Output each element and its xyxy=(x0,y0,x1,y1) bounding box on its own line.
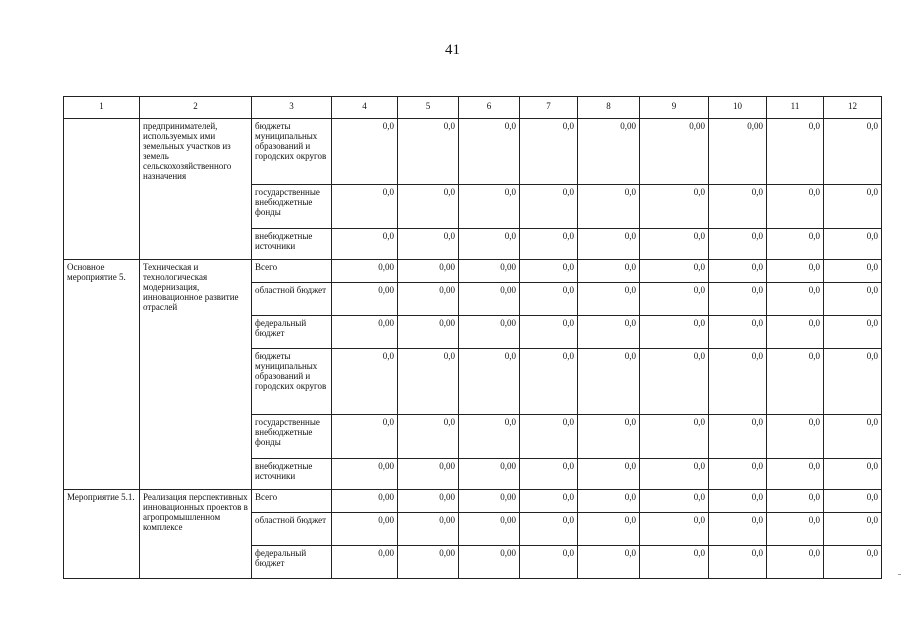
value-cell: 0,0 xyxy=(459,415,520,459)
column-header: 5 xyxy=(398,97,459,119)
value-cell: 0,00 xyxy=(332,260,398,283)
column-header: 4 xyxy=(332,97,398,119)
value-cell: 0,0 xyxy=(459,185,520,229)
value-cell: 0,0 xyxy=(520,349,578,415)
value-cell: 0,00 xyxy=(332,316,398,349)
value-cell: 0,0 xyxy=(398,185,459,229)
funding-source-cell: государственные внебюджетные фонды xyxy=(252,415,332,459)
margin-mark xyxy=(898,574,901,575)
column-header: 8 xyxy=(578,97,640,119)
value-cell: 0,0 xyxy=(709,459,767,490)
value-cell: 0,0 xyxy=(640,513,709,546)
value-cell: 0,0 xyxy=(824,490,882,513)
value-cell: 0,0 xyxy=(578,513,640,546)
value-cell: 0,0 xyxy=(640,415,709,459)
value-cell: 0,00 xyxy=(332,283,398,316)
value-cell: 0,0 xyxy=(767,185,824,229)
value-cell: 0,00 xyxy=(332,546,398,579)
value-cell: 0,0 xyxy=(520,513,578,546)
funding-source-cell: внебюджетные источники xyxy=(252,459,332,490)
value-cell: 0,0 xyxy=(520,283,578,316)
value-cell: 0,0 xyxy=(459,229,520,260)
value-cell: 0,0 xyxy=(824,119,882,185)
value-cell: 0,0 xyxy=(767,283,824,316)
value-cell: 0,0 xyxy=(709,260,767,283)
value-cell: 0,0 xyxy=(520,316,578,349)
value-cell: 0,00 xyxy=(459,546,520,579)
value-cell: 0,0 xyxy=(824,229,882,260)
value-cell: 0,0 xyxy=(767,546,824,579)
value-cell: 0,0 xyxy=(824,185,882,229)
value-cell: 0,0 xyxy=(578,260,640,283)
funding-source-cell: Всего xyxy=(252,260,332,283)
activity-name-cell: Техническая и технологическая модернизация, инновационное развитие отраслей xyxy=(140,260,252,490)
value-cell: 0,0 xyxy=(640,459,709,490)
value-cell: 0,0 xyxy=(709,229,767,260)
column-header: 9 xyxy=(640,97,709,119)
funding-source-cell: федеральный бюджет xyxy=(252,316,332,349)
value-cell: 0,0 xyxy=(640,229,709,260)
value-cell: 0,00 xyxy=(459,513,520,546)
value-cell: 0,00 xyxy=(459,490,520,513)
value-cell: 0,0 xyxy=(824,513,882,546)
activity-code-cell: Мероприятие 5.1. xyxy=(64,490,140,579)
value-cell: 0,0 xyxy=(709,513,767,546)
value-cell: 0,00 xyxy=(398,260,459,283)
value-cell: 0,0 xyxy=(520,546,578,579)
value-cell: 0,0 xyxy=(520,490,578,513)
column-header: 6 xyxy=(459,97,520,119)
value-cell: 0,0 xyxy=(767,459,824,490)
value-cell: 0,0 xyxy=(398,349,459,415)
column-header: 7 xyxy=(520,97,578,119)
value-cell: 0,0 xyxy=(332,229,398,260)
value-cell: 0,0 xyxy=(578,185,640,229)
value-cell: 0,0 xyxy=(824,316,882,349)
value-cell: 0,00 xyxy=(459,316,520,349)
page-number: 41 xyxy=(445,42,460,58)
value-cell: 0,0 xyxy=(767,513,824,546)
value-cell: 0,00 xyxy=(709,119,767,185)
value-cell: 0,0 xyxy=(709,316,767,349)
value-cell: 0,00 xyxy=(459,459,520,490)
value-cell: 0,0 xyxy=(709,185,767,229)
value-cell: 0,0 xyxy=(767,229,824,260)
value-cell: 0,0 xyxy=(398,415,459,459)
value-cell: 0,0 xyxy=(578,490,640,513)
funding-source-cell: Всего xyxy=(252,490,332,513)
value-cell: 0,00 xyxy=(398,283,459,316)
value-cell: 0,00 xyxy=(398,490,459,513)
value-cell: 0,0 xyxy=(578,229,640,260)
value-cell: 0,0 xyxy=(824,260,882,283)
value-cell: 0,0 xyxy=(578,459,640,490)
budget-table xyxy=(63,96,882,579)
activity-name-cell: предпринимателей, используемых ими земельных участков из земель сельскохозяйственного назначения xyxy=(140,119,252,260)
value-cell: 0,0 xyxy=(520,119,578,185)
value-cell: 0,0 xyxy=(709,283,767,316)
value-cell: 0,00 xyxy=(398,459,459,490)
value-cell: 0,0 xyxy=(824,349,882,415)
value-cell: 0,0 xyxy=(578,415,640,459)
funding-source-cell: бюджеты муниципальных образований и городских округов xyxy=(252,119,332,185)
column-header: 11 xyxy=(767,97,824,119)
activity-code-cell: Основное мероприятие 5. xyxy=(64,260,140,490)
value-cell: 0,0 xyxy=(459,349,520,415)
table-body xyxy=(64,119,882,579)
value-cell: 0,0 xyxy=(332,119,398,185)
column-header: 12 xyxy=(824,97,882,119)
value-cell: 0,0 xyxy=(398,119,459,185)
column-header: 3 xyxy=(252,97,332,119)
value-cell: 0,00 xyxy=(459,283,520,316)
column-header: 10 xyxy=(709,97,767,119)
value-cell: 0,0 xyxy=(520,459,578,490)
table-row xyxy=(64,119,882,185)
value-cell: 0,0 xyxy=(332,349,398,415)
value-cell: 0,0 xyxy=(520,260,578,283)
value-cell: 0,0 xyxy=(640,490,709,513)
value-cell: 0,0 xyxy=(640,349,709,415)
value-cell: 0,0 xyxy=(640,260,709,283)
value-cell: 0,0 xyxy=(520,185,578,229)
value-cell: 0,0 xyxy=(640,546,709,579)
value-cell: 0,0 xyxy=(709,546,767,579)
activity-code-cell xyxy=(64,119,140,260)
activity-name-cell: Реализация перспективных инновационных проектов в агропромышленном комплексе xyxy=(140,490,252,579)
funding-source-cell: бюджеты муниципальных образований и городских округов xyxy=(252,349,332,415)
value-cell: 0,00 xyxy=(398,513,459,546)
header-row xyxy=(64,97,882,119)
value-cell: 0,0 xyxy=(767,490,824,513)
value-cell: 0,0 xyxy=(578,546,640,579)
value-cell: 0,0 xyxy=(824,546,882,579)
value-cell: 0,0 xyxy=(767,119,824,185)
value-cell: 0,00 xyxy=(332,490,398,513)
column-header: 2 xyxy=(140,97,252,119)
value-cell: 0,00 xyxy=(459,260,520,283)
value-cell: 0,0 xyxy=(578,349,640,415)
value-cell: 0,0 xyxy=(640,283,709,316)
value-cell: 0,00 xyxy=(398,316,459,349)
value-cell: 0,0 xyxy=(824,415,882,459)
value-cell: 0,00 xyxy=(332,513,398,546)
value-cell: 0,0 xyxy=(398,229,459,260)
funding-source-cell: государственные внебюджетные фонды xyxy=(252,185,332,229)
value-cell: 0,0 xyxy=(459,119,520,185)
value-cell: 0,0 xyxy=(332,185,398,229)
value-cell: 0,0 xyxy=(767,260,824,283)
table-row xyxy=(64,490,882,513)
value-cell: 0,0 xyxy=(824,283,882,316)
value-cell: 0,00 xyxy=(640,119,709,185)
value-cell: 0,0 xyxy=(520,229,578,260)
value-cell: 0,0 xyxy=(709,349,767,415)
value-cell: 0,0 xyxy=(709,490,767,513)
value-cell: 0,0 xyxy=(767,415,824,459)
value-cell: 0,0 xyxy=(640,316,709,349)
value-cell: 0,00 xyxy=(332,459,398,490)
value-cell: 0,0 xyxy=(332,415,398,459)
column-header: 1 xyxy=(64,97,140,119)
funding-source-cell: федеральный бюджет xyxy=(252,546,332,579)
value-cell: 0,0 xyxy=(520,415,578,459)
value-cell: 0,0 xyxy=(640,185,709,229)
value-cell: 0,00 xyxy=(578,119,640,185)
value-cell: 0,0 xyxy=(578,316,640,349)
funding-source-cell: областной бюджет xyxy=(252,513,332,546)
value-cell: 0,0 xyxy=(578,283,640,316)
value-cell: 0,0 xyxy=(824,459,882,490)
funding-source-cell: областной бюджет xyxy=(252,283,332,316)
value-cell: 0,00 xyxy=(398,546,459,579)
value-cell: 0,0 xyxy=(709,415,767,459)
value-cell: 0,0 xyxy=(767,349,824,415)
value-cell: 0,0 xyxy=(767,316,824,349)
table-row xyxy=(64,260,882,283)
funding-source-cell: внебюджетные источники xyxy=(252,229,332,260)
